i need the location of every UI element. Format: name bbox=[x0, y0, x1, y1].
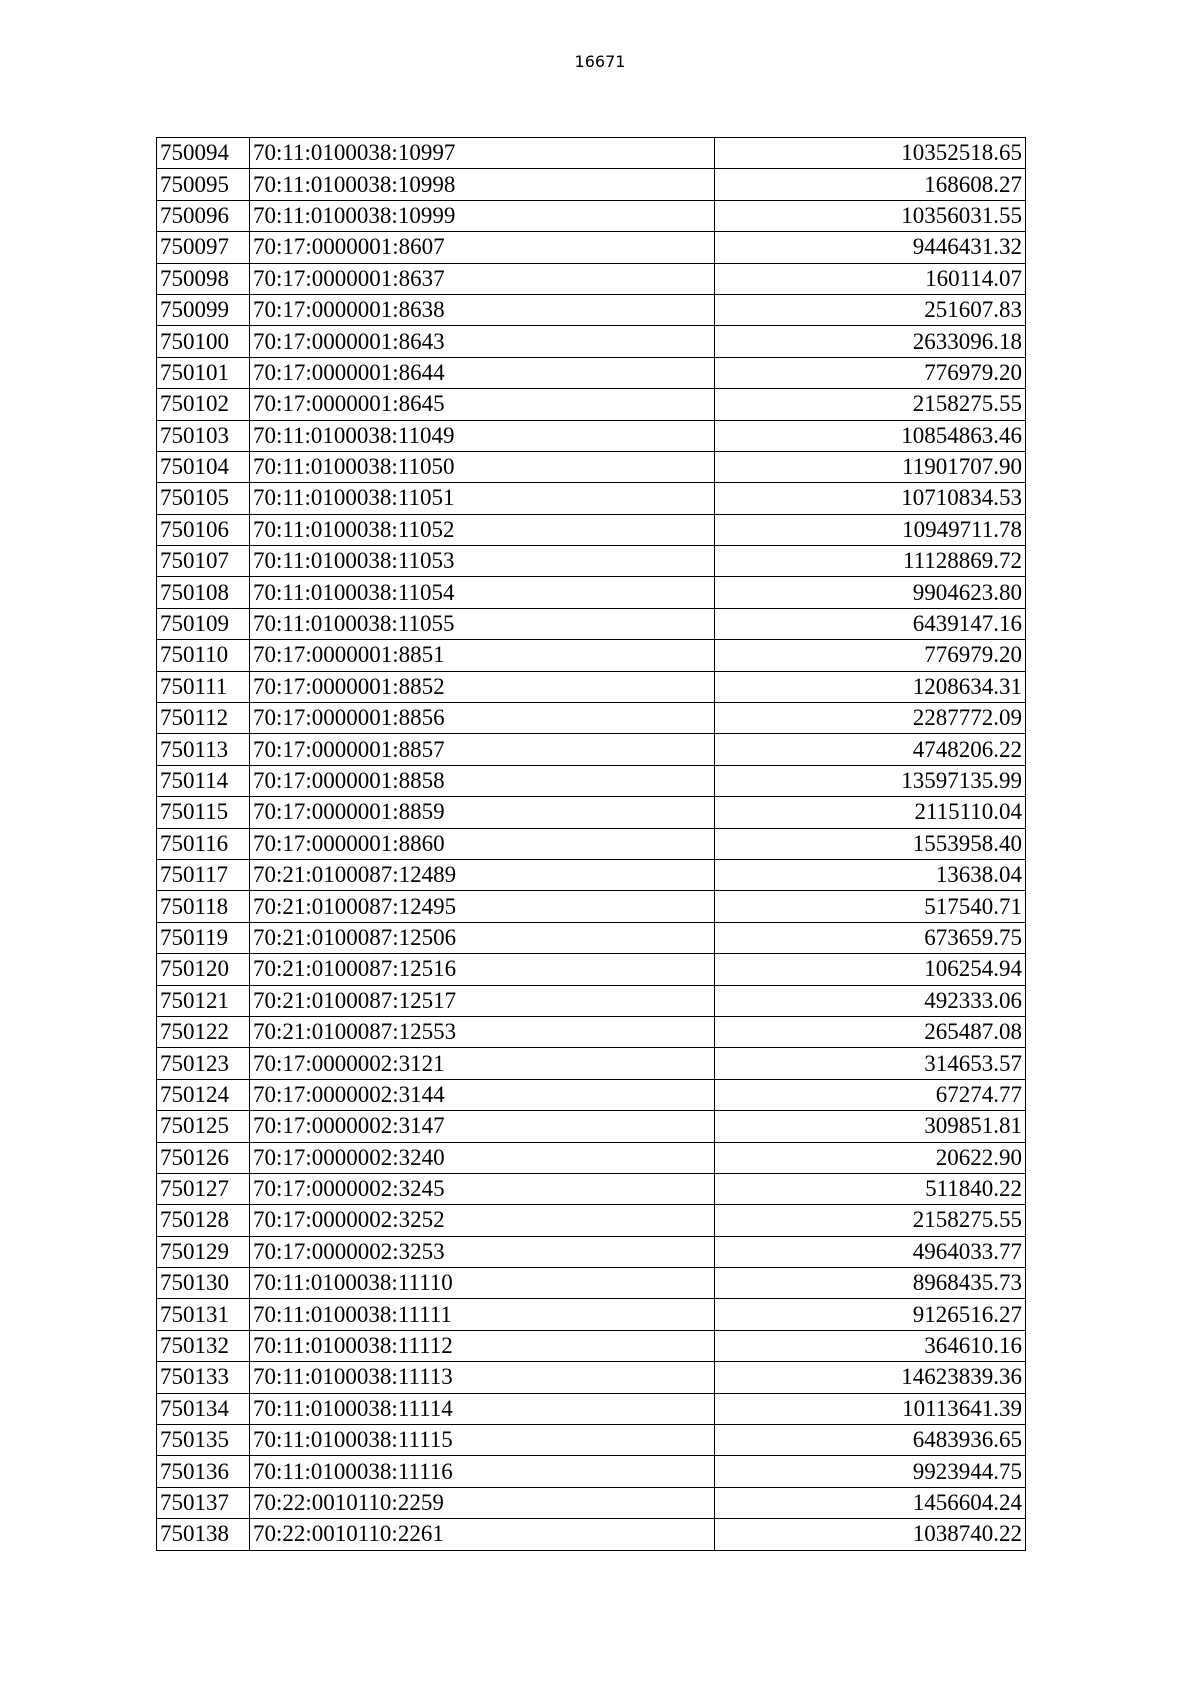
cadastral-number-cell: 70:11:0100038:11054 bbox=[250, 577, 715, 608]
cadastral-value-cell: 1038740.22 bbox=[715, 1519, 1026, 1550]
row-id-cell: 750107 bbox=[157, 546, 250, 577]
table-row bbox=[157, 1362, 1026, 1393]
cadastral-number-cell: 70:21:0100087:12506 bbox=[250, 922, 715, 953]
cadastral-number-cell: 70:17:0000002:3147 bbox=[250, 1111, 715, 1142]
row-id-cell: 750118 bbox=[157, 891, 250, 922]
row-id-cell: 750098 bbox=[157, 263, 250, 294]
cadastral-value-cell: 106254.94 bbox=[715, 954, 1026, 985]
row-id-cell: 750109 bbox=[157, 608, 250, 639]
table-row bbox=[157, 828, 1026, 859]
table-row bbox=[157, 985, 1026, 1016]
cadastral-value-cell: 1553958.40 bbox=[715, 828, 1026, 859]
table-row bbox=[157, 357, 1026, 388]
cadastral-number-cell: 70:17:0000001:8859 bbox=[250, 797, 715, 828]
row-id-cell: 750123 bbox=[157, 1048, 250, 1079]
cadastral-number-cell: 70:17:0000001:8637 bbox=[250, 263, 715, 294]
cadastral-number-cell: 70:11:0100038:11050 bbox=[250, 451, 715, 482]
row-id-cell: 750094 bbox=[157, 138, 250, 169]
cadastral-number-cell: 70:11:0100038:11052 bbox=[250, 514, 715, 545]
table-row bbox=[157, 1487, 1026, 1518]
cadastral-value-cell: 364610.16 bbox=[715, 1330, 1026, 1361]
cadastral-value-cell: 2158275.55 bbox=[715, 389, 1026, 420]
table-row bbox=[157, 138, 1026, 169]
table-row bbox=[157, 922, 1026, 953]
page-number: 16671 bbox=[574, 52, 626, 71]
table-row bbox=[157, 640, 1026, 671]
row-id-cell: 750120 bbox=[157, 954, 250, 985]
row-id-cell: 750115 bbox=[157, 797, 250, 828]
row-id-cell: 750106 bbox=[157, 514, 250, 545]
row-id-cell: 750124 bbox=[157, 1079, 250, 1110]
table-row bbox=[157, 1173, 1026, 1204]
row-id-cell: 750119 bbox=[157, 922, 250, 953]
row-id-cell: 750132 bbox=[157, 1330, 250, 1361]
table-row bbox=[157, 420, 1026, 451]
cadastral-value-cell: 492333.06 bbox=[715, 985, 1026, 1016]
cadastral-value-cell: 8968435.73 bbox=[715, 1268, 1026, 1299]
row-id-cell: 750135 bbox=[157, 1425, 250, 1456]
table-row bbox=[157, 1519, 1026, 1550]
table-row bbox=[157, 263, 1026, 294]
cadastral-value-cell: 11128869.72 bbox=[715, 546, 1026, 577]
row-id-cell: 750101 bbox=[157, 357, 250, 388]
cadastral-value-cell: 1208634.31 bbox=[715, 671, 1026, 702]
cadastral-value-cell: 314653.57 bbox=[715, 1048, 1026, 1079]
cadastral-value-cell: 6439147.16 bbox=[715, 608, 1026, 639]
cadastral-value-cell: 6483936.65 bbox=[715, 1425, 1026, 1456]
table-body bbox=[157, 138, 1026, 1551]
table-row bbox=[157, 483, 1026, 514]
table-row bbox=[157, 1016, 1026, 1047]
cadastral-value-cell: 13638.04 bbox=[715, 859, 1026, 890]
table-row bbox=[157, 734, 1026, 765]
row-id-cell: 750112 bbox=[157, 703, 250, 734]
cadastral-value-cell: 10710834.53 bbox=[715, 483, 1026, 514]
cadastral-number-cell: 70:11:0100038:11112 bbox=[250, 1330, 715, 1361]
cadastral-value-cell: 20622.90 bbox=[715, 1142, 1026, 1173]
table-row bbox=[157, 200, 1026, 231]
row-id-cell: 750105 bbox=[157, 483, 250, 514]
cadastral-value-cell: 10356031.55 bbox=[715, 200, 1026, 231]
cadastral-number-cell: 70:11:0100038:11111 bbox=[250, 1299, 715, 1330]
cadastral-number-cell: 70:17:0000002:3144 bbox=[250, 1079, 715, 1110]
table-row bbox=[157, 294, 1026, 325]
row-id-cell: 750111 bbox=[157, 671, 250, 702]
cadastral-value-cell: 67274.77 bbox=[715, 1079, 1026, 1110]
cadastral-number-cell: 70:21:0100087:12489 bbox=[250, 859, 715, 890]
table-row bbox=[157, 1142, 1026, 1173]
cadastral-number-cell: 70:21:0100087:12553 bbox=[250, 1016, 715, 1047]
cadastral-number-cell: 70:17:0000002:3253 bbox=[250, 1236, 715, 1267]
cadastral-value-cell: 309851.81 bbox=[715, 1111, 1026, 1142]
row-id-cell: 750121 bbox=[157, 985, 250, 1016]
cadastral-number-cell: 70:17:0000001:8852 bbox=[250, 671, 715, 702]
cadastral-value-cell: 776979.20 bbox=[715, 640, 1026, 671]
row-id-cell: 750133 bbox=[157, 1362, 250, 1393]
cadastral-value-cell: 2158275.55 bbox=[715, 1205, 1026, 1236]
cadastral-number-cell: 70:17:0000001:8856 bbox=[250, 703, 715, 734]
cadastral-number-cell: 70:11:0100038:11116 bbox=[250, 1456, 715, 1487]
table-row bbox=[157, 1236, 1026, 1267]
cadastral-number-cell: 70:17:0000001:8607 bbox=[250, 232, 715, 263]
table-row bbox=[157, 451, 1026, 482]
cadastral-number-cell: 70:21:0100087:12516 bbox=[250, 954, 715, 985]
cadastral-number-cell: 70:11:0100038:11049 bbox=[250, 420, 715, 451]
table-row bbox=[157, 326, 1026, 357]
cadastral-value-table bbox=[156, 137, 1026, 1551]
row-id-cell: 750097 bbox=[157, 232, 250, 263]
row-id-cell: 750125 bbox=[157, 1111, 250, 1142]
table-row bbox=[157, 1330, 1026, 1361]
row-id-cell: 750127 bbox=[157, 1173, 250, 1204]
cadastral-value-cell: 168608.27 bbox=[715, 169, 1026, 200]
cadastral-value-cell: 10113641.39 bbox=[715, 1393, 1026, 1424]
cadastral-value-cell: 160114.07 bbox=[715, 263, 1026, 294]
cadastral-number-cell: 70:17:0000001:8644 bbox=[250, 357, 715, 388]
row-id-cell: 750117 bbox=[157, 859, 250, 890]
table-row bbox=[157, 797, 1026, 828]
cadastral-number-cell: 70:17:0000001:8643 bbox=[250, 326, 715, 357]
table-row bbox=[157, 232, 1026, 263]
table-row bbox=[157, 891, 1026, 922]
row-id-cell: 750110 bbox=[157, 640, 250, 671]
table-row bbox=[157, 389, 1026, 420]
cadastral-value-cell: 10854863.46 bbox=[715, 420, 1026, 451]
cadastral-number-cell: 70:11:0100038:11113 bbox=[250, 1362, 715, 1393]
table-row bbox=[157, 514, 1026, 545]
cadastral-value-cell: 776979.20 bbox=[715, 357, 1026, 388]
table-row bbox=[157, 859, 1026, 890]
row-id-cell: 750136 bbox=[157, 1456, 250, 1487]
table-row bbox=[157, 954, 1026, 985]
row-id-cell: 750096 bbox=[157, 200, 250, 231]
cadastral-value-cell: 673659.75 bbox=[715, 922, 1026, 953]
table-row bbox=[157, 1205, 1026, 1236]
table-row bbox=[157, 671, 1026, 702]
row-id-cell: 750114 bbox=[157, 765, 250, 796]
table-row bbox=[157, 577, 1026, 608]
row-id-cell: 750103 bbox=[157, 420, 250, 451]
cadastral-number-cell: 70:21:0100087:12517 bbox=[250, 985, 715, 1016]
cadastral-value-cell: 265487.08 bbox=[715, 1016, 1026, 1047]
cadastral-number-cell: 70:11:0100038:11115 bbox=[250, 1425, 715, 1456]
row-id-cell: 750128 bbox=[157, 1205, 250, 1236]
cadastral-value-cell: 251607.83 bbox=[715, 294, 1026, 325]
table-row bbox=[157, 703, 1026, 734]
table-row bbox=[157, 546, 1026, 577]
row-id-cell: 750102 bbox=[157, 389, 250, 420]
table-row bbox=[157, 1079, 1026, 1110]
cadastral-number-cell: 70:17:0000002:3240 bbox=[250, 1142, 715, 1173]
row-id-cell: 750100 bbox=[157, 326, 250, 357]
table-row bbox=[157, 1048, 1026, 1079]
cadastral-number-cell: 70:17:0000001:8851 bbox=[250, 640, 715, 671]
table-row bbox=[157, 1299, 1026, 1330]
cadastral-number-cell: 70:17:0000001:8860 bbox=[250, 828, 715, 859]
table-row bbox=[157, 1425, 1026, 1456]
cadastral-number-cell: 70:17:0000001:8638 bbox=[250, 294, 715, 325]
row-id-cell: 750122 bbox=[157, 1016, 250, 1047]
cadastral-value-cell: 4748206.22 bbox=[715, 734, 1026, 765]
cadastral-number-cell: 70:11:0100038:11051 bbox=[250, 483, 715, 514]
row-id-cell: 750129 bbox=[157, 1236, 250, 1267]
cadastral-number-cell: 70:17:0000002:3252 bbox=[250, 1205, 715, 1236]
row-id-cell: 750108 bbox=[157, 577, 250, 608]
cadastral-number-cell: 70:11:0100038:11110 bbox=[250, 1268, 715, 1299]
table-row bbox=[157, 1456, 1026, 1487]
table-row bbox=[157, 169, 1026, 200]
cadastral-number-cell: 70:11:0100038:10998 bbox=[250, 169, 715, 200]
cadastral-number-cell: 70:11:0100038:11053 bbox=[250, 546, 715, 577]
cadastral-number-cell: 70:11:0100038:10999 bbox=[250, 200, 715, 231]
cadastral-value-cell: 1456604.24 bbox=[715, 1487, 1026, 1518]
row-id-cell: 750137 bbox=[157, 1487, 250, 1518]
cadastral-number-cell: 70:17:0000001:8858 bbox=[250, 765, 715, 796]
cadastral-number-cell: 70:11:0100038:10997 bbox=[250, 138, 715, 169]
cadastral-number-cell: 70:11:0100038:11114 bbox=[250, 1393, 715, 1424]
cadastral-value-cell: 9126516.27 bbox=[715, 1299, 1026, 1330]
cadastral-value-cell: 4964033.77 bbox=[715, 1236, 1026, 1267]
cadastral-number-cell: 70:17:0000002:3245 bbox=[250, 1173, 715, 1204]
cadastral-number-cell: 70:17:0000002:3121 bbox=[250, 1048, 715, 1079]
row-id-cell: 750104 bbox=[157, 451, 250, 482]
cadastral-value-cell: 13597135.99 bbox=[715, 765, 1026, 796]
table-row bbox=[157, 765, 1026, 796]
cadastral-value-cell: 2633096.18 bbox=[715, 326, 1026, 357]
table-row bbox=[157, 608, 1026, 639]
cadastral-value-cell: 10949711.78 bbox=[715, 514, 1026, 545]
cadastral-value-cell: 9923944.75 bbox=[715, 1456, 1026, 1487]
cadastral-value-cell: 9446431.32 bbox=[715, 232, 1026, 263]
row-id-cell: 750134 bbox=[157, 1393, 250, 1424]
cadastral-number-cell: 70:17:0000001:8645 bbox=[250, 389, 715, 420]
cadastral-value-cell: 10352518.65 bbox=[715, 138, 1026, 169]
cadastral-value-cell: 2287772.09 bbox=[715, 703, 1026, 734]
cadastral-number-cell: 70:17:0000001:8857 bbox=[250, 734, 715, 765]
cadastral-number-cell: 70:21:0100087:12495 bbox=[250, 891, 715, 922]
row-id-cell: 750113 bbox=[157, 734, 250, 765]
row-id-cell: 750116 bbox=[157, 828, 250, 859]
table-row bbox=[157, 1111, 1026, 1142]
cadastral-value-cell: 9904623.80 bbox=[715, 577, 1026, 608]
cadastral-number-cell: 70:22:0010110:2261 bbox=[250, 1519, 715, 1550]
row-id-cell: 750131 bbox=[157, 1299, 250, 1330]
cadastral-number-cell: 70:22:0010110:2259 bbox=[250, 1487, 715, 1518]
cadastral-value-cell: 11901707.90 bbox=[715, 451, 1026, 482]
row-id-cell: 750138 bbox=[157, 1519, 250, 1550]
cadastral-value-cell: 511840.22 bbox=[715, 1173, 1026, 1204]
row-id-cell: 750099 bbox=[157, 294, 250, 325]
cadastral-value-cell: 14623839.36 bbox=[715, 1362, 1026, 1393]
table-row bbox=[157, 1393, 1026, 1424]
table-row bbox=[157, 1268, 1026, 1299]
cadastral-value-cell: 2115110.04 bbox=[715, 797, 1026, 828]
cadastral-number-cell: 70:11:0100038:11055 bbox=[250, 608, 715, 639]
row-id-cell: 750095 bbox=[157, 169, 250, 200]
row-id-cell: 750130 bbox=[157, 1268, 250, 1299]
cadastral-value-cell: 517540.71 bbox=[715, 891, 1026, 922]
row-id-cell: 750126 bbox=[157, 1142, 250, 1173]
